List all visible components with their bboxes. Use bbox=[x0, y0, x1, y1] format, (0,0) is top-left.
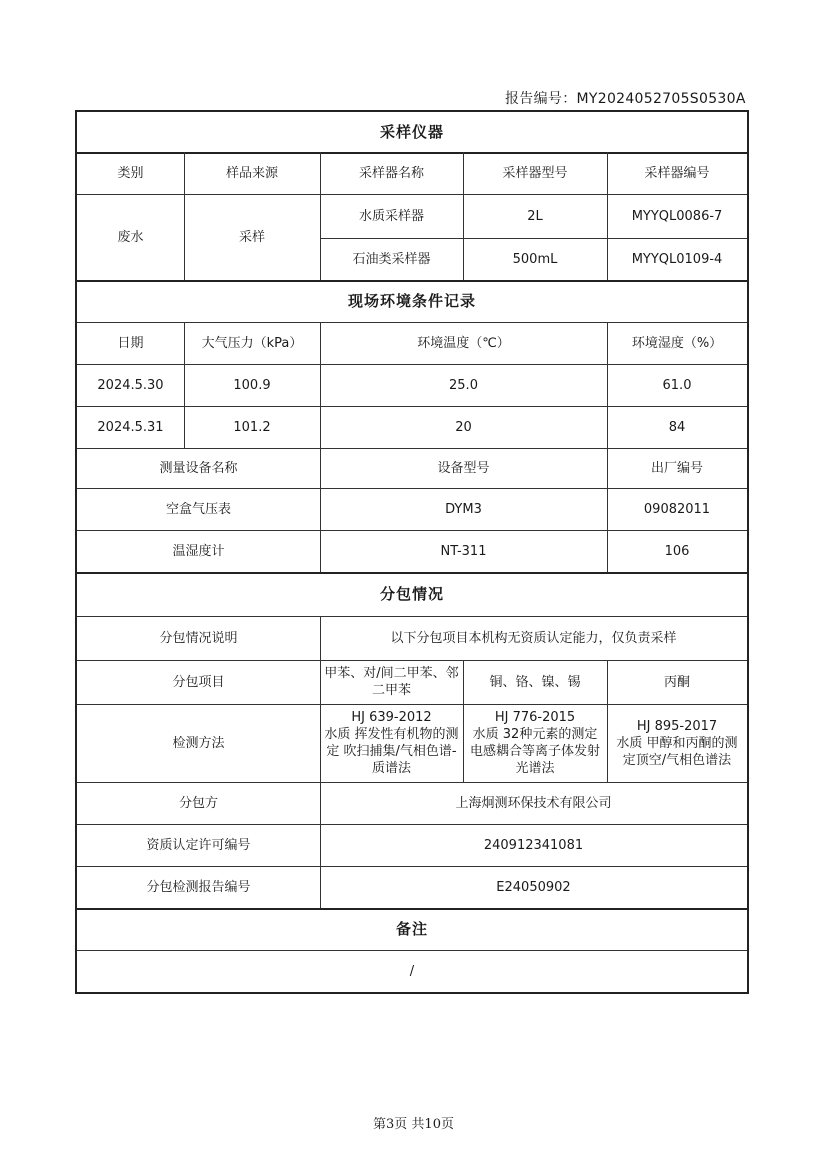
method-code: HJ 895-2017 bbox=[636, 718, 718, 734]
method-code: HJ 639-2012 bbox=[351, 710, 432, 725]
header-sampler-model: 采样器型号 bbox=[502, 165, 568, 181]
env-date: 2024.5.31 bbox=[97, 419, 164, 435]
sampling-category: 废水 bbox=[117, 229, 144, 245]
sampler-model: 2L bbox=[527, 208, 543, 224]
env-pressure: 101.2 bbox=[233, 419, 271, 435]
method-cell bbox=[320, 704, 463, 782]
page-footer: 第3页 共10页 bbox=[373, 1117, 454, 1132]
device-name: 空盒气压表 bbox=[165, 501, 231, 517]
sampler-number: MYYQL0086-7 bbox=[631, 208, 723, 224]
env-humidity: 84 bbox=[668, 419, 686, 435]
env-humidity: 61.0 bbox=[662, 377, 692, 393]
environment-section-title: 现场环境条件记录 bbox=[347, 291, 476, 310]
sampling-section-title: 采样仪器 bbox=[379, 122, 444, 141]
subcontract-desc-label: 分包情况说明 bbox=[159, 630, 238, 646]
license-label: 资质认定许可编号 bbox=[146, 837, 251, 853]
sampler-name: 石油类采样器 bbox=[352, 251, 431, 267]
header-factory-number: 出厂编号 bbox=[650, 460, 703, 476]
sampler-number: MYYQL0109-4 bbox=[631, 251, 723, 267]
method-label: 检测方法 bbox=[172, 735, 225, 751]
device-number: 106 bbox=[664, 543, 690, 559]
header-sampler-name: 采样器名称 bbox=[358, 165, 424, 181]
device-model: DYM3 bbox=[445, 501, 482, 517]
method-cell bbox=[463, 704, 607, 782]
report-number: 报告编号：MY2024052705S0530A bbox=[505, 91, 746, 107]
header-date: 日期 bbox=[117, 335, 144, 351]
subcontract-section-title: 分包情况 bbox=[379, 584, 444, 603]
license-value: 240912341081 bbox=[483, 837, 584, 853]
remarks-value: / bbox=[409, 963, 415, 979]
sampler-name: 水质采样器 bbox=[358, 208, 424, 224]
method-desc: 水质 挥发性有机物的测定 吹扫捕集/气相色谱-质谱法 bbox=[324, 727, 459, 776]
header-temperature: 环境温度（℃） bbox=[417, 335, 510, 351]
env-date: 2024.5.30 bbox=[97, 377, 164, 393]
subcontract-desc-value: 以下分包项目本机构无资质认定能力，仅负责采样 bbox=[390, 630, 677, 646]
remarks-title: 备注 bbox=[395, 919, 428, 938]
env-temperature: 25.0 bbox=[449, 377, 478, 393]
header-device-name: 测量设备名称 bbox=[159, 460, 238, 476]
subcontract-item: 甲苯、对/间二甲苯、邻二甲苯 bbox=[324, 666, 459, 698]
subcontractor-label: 分包方 bbox=[178, 795, 218, 811]
header-humidity: 环境湿度（%） bbox=[631, 335, 723, 351]
sub-report-label: 分包检测报告编号 bbox=[146, 879, 251, 895]
method-code: HJ 776-2015 bbox=[494, 710, 576, 725]
header-device-model: 设备型号 bbox=[437, 460, 490, 476]
header-sample-source: 样品来源 bbox=[225, 165, 278, 181]
subcontractor-value: 上海炯测环保技术有限公司 bbox=[455, 795, 612, 811]
env-temperature: 20 bbox=[455, 419, 472, 435]
device-number: 09082011 bbox=[643, 501, 711, 517]
subcontract-items-label: 分包项目 bbox=[172, 674, 225, 690]
report-table bbox=[75, 110, 749, 994]
subcontract-item: 丙酮 bbox=[663, 674, 690, 690]
header-sampler-number: 采样器编号 bbox=[644, 165, 710, 181]
method-cell bbox=[607, 704, 747, 782]
subcontract-item: 铜、铬、镍、锡 bbox=[489, 674, 581, 690]
header-pressure: 大气压力（kPa） bbox=[201, 335, 303, 351]
sub-report-value: E24050902 bbox=[496, 879, 571, 895]
sampling-source: 采样 bbox=[238, 229, 265, 245]
device-name: 温湿度计 bbox=[172, 543, 225, 559]
sampler-model: 500mL bbox=[512, 251, 558, 267]
env-pressure: 100.9 bbox=[233, 377, 271, 393]
header-category: 类别 bbox=[117, 165, 144, 181]
method-desc: 水质 32种元素的测定 电感耦合等离子体发射光谱法 bbox=[469, 727, 600, 776]
device-model: NT-311 bbox=[440, 543, 487, 559]
method-desc: 水质 甲醇和丙酮的测定顶空/气相色谱法 bbox=[616, 735, 738, 768]
